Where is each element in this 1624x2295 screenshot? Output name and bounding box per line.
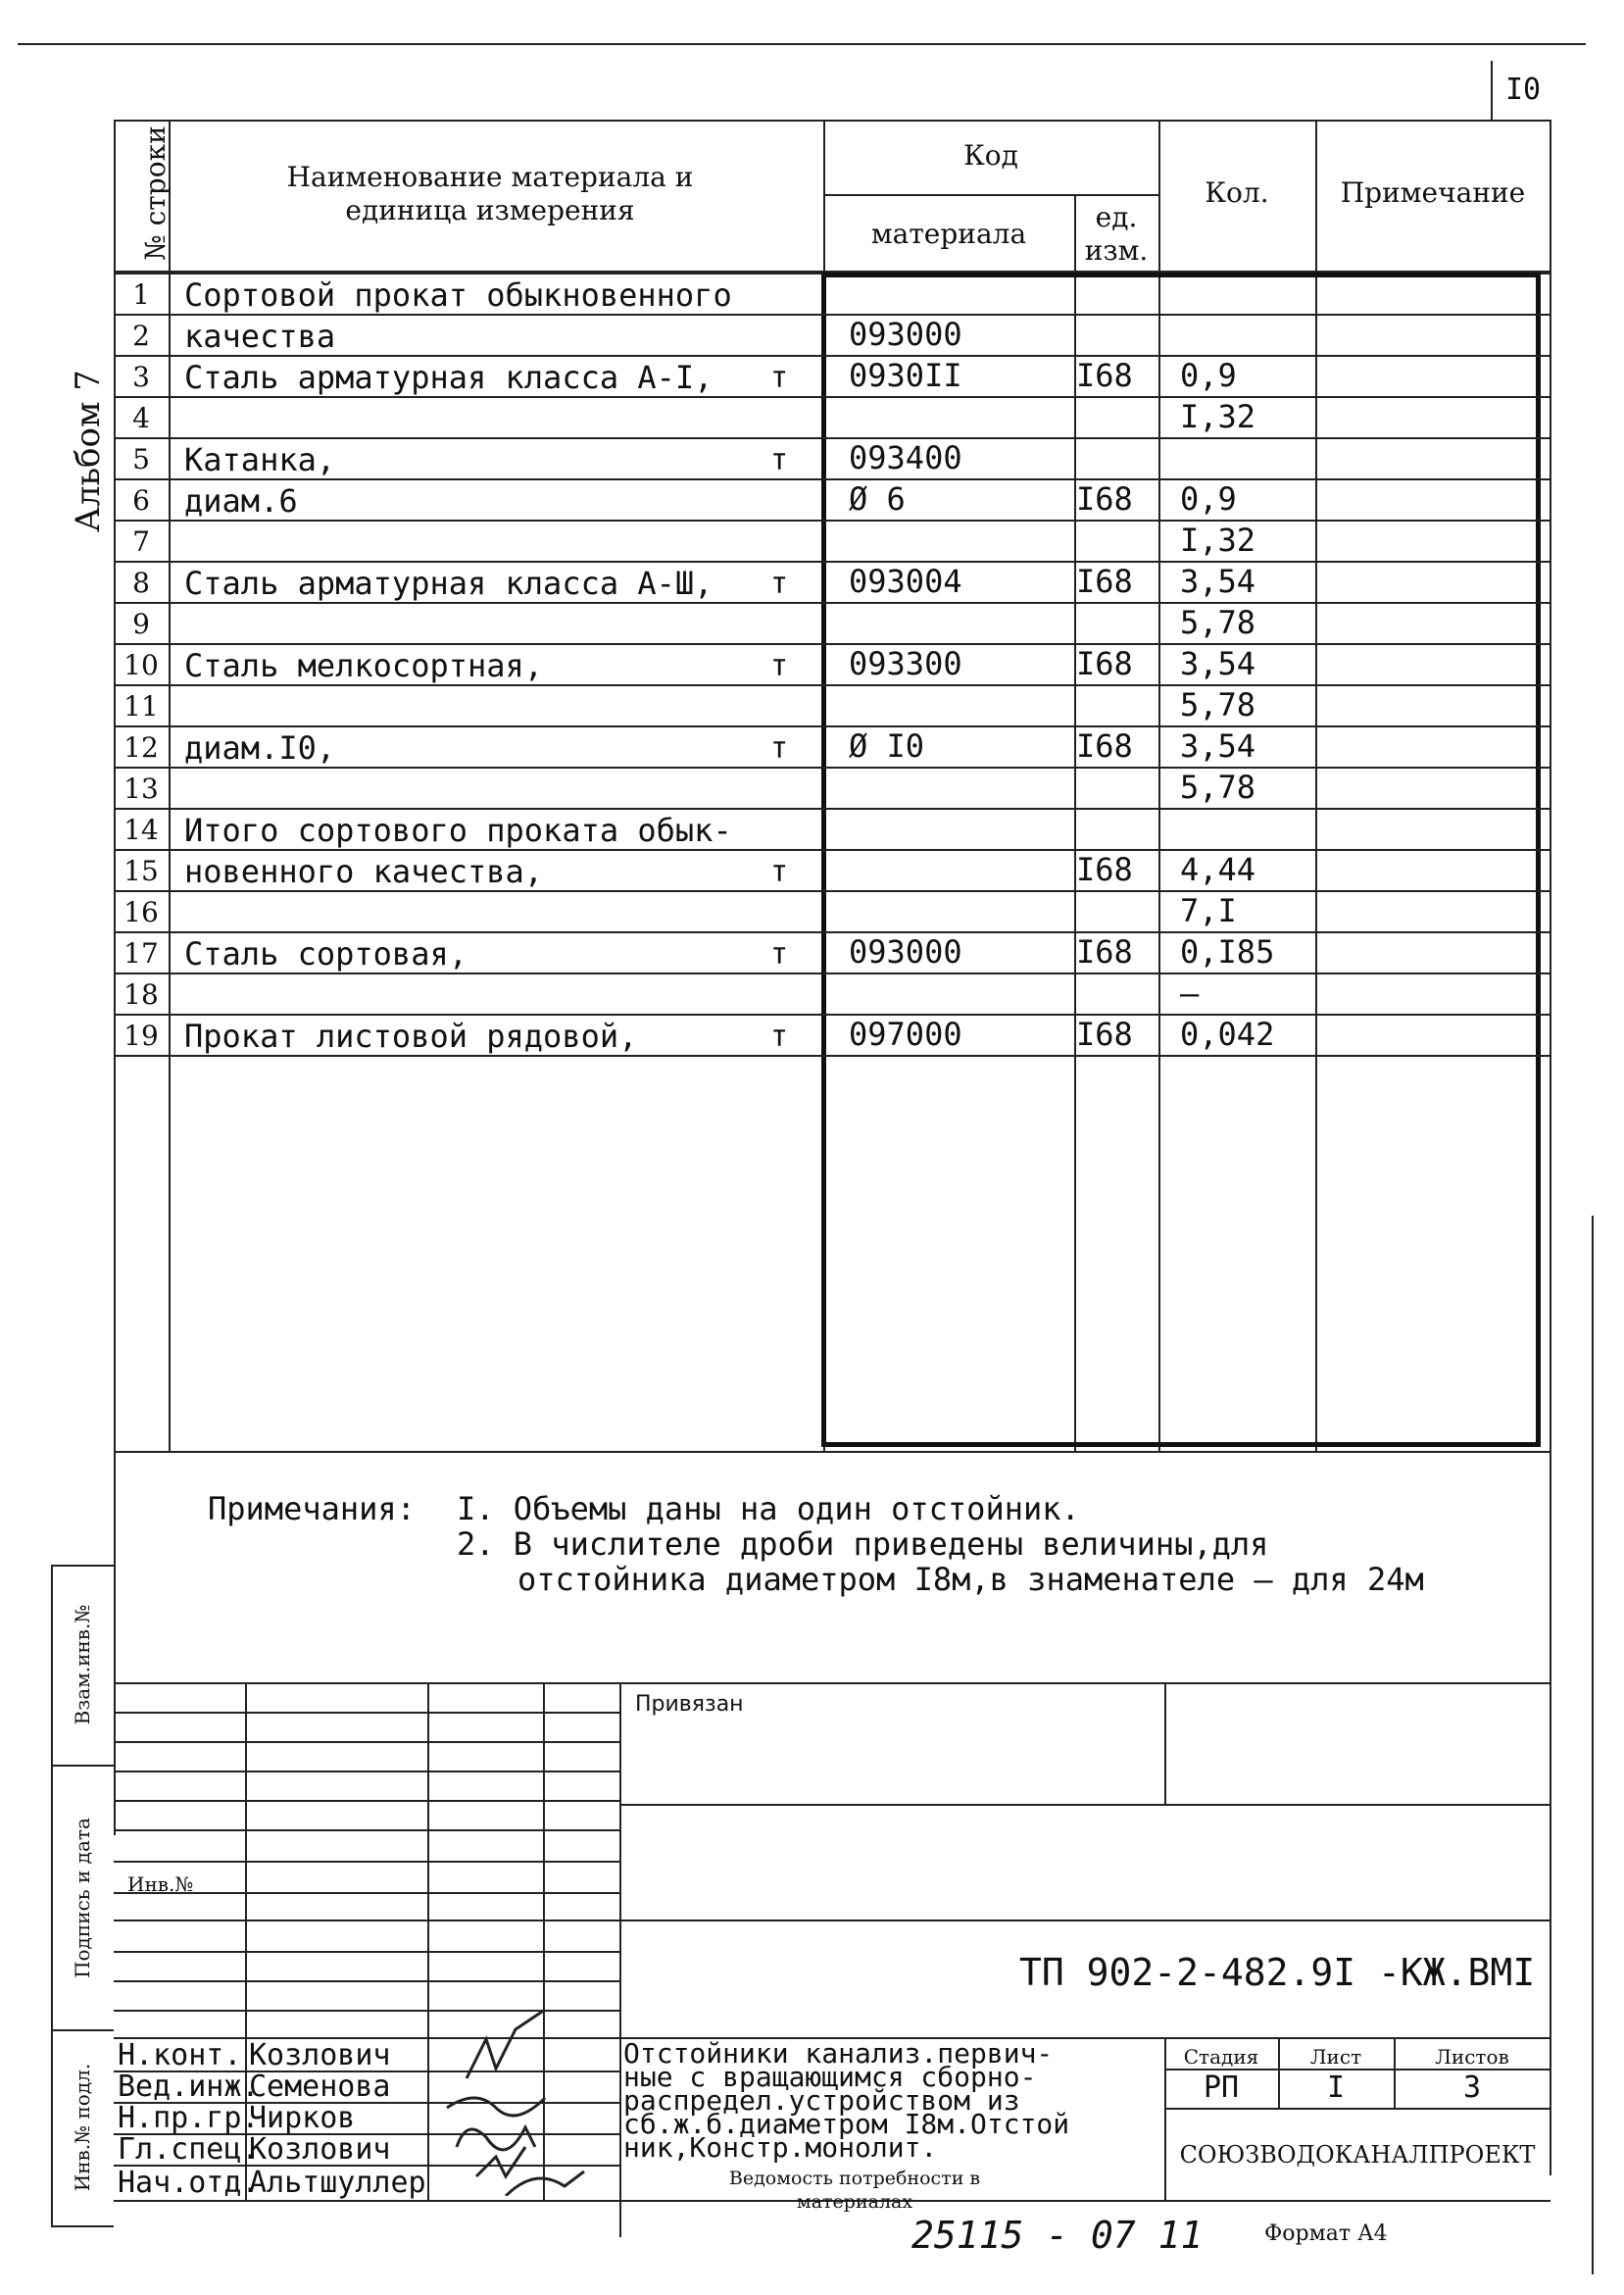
row-unit: т	[770, 731, 789, 766]
header-name: Наименование материала и единица измерения	[286, 161, 694, 226]
row-line	[114, 478, 1550, 480]
person-name: Козлович	[249, 2038, 391, 2072]
header-code: Код	[963, 139, 1018, 172]
row-number: 3	[132, 361, 150, 393]
stamp-grid-h4	[114, 1800, 619, 1802]
stage-label: Стадия	[1183, 2045, 1259, 2069]
signature-4	[476, 2147, 525, 2176]
stamp-line-1958	[619, 1920, 1550, 1921]
header-row-no: № строки	[139, 125, 172, 261]
handwritten-number: 25115 - 07 11	[911, 2214, 1204, 2257]
row-quantity: 0,9	[1180, 480, 1237, 518]
row-number: 4	[132, 402, 150, 434]
row-quantity: I,32	[1180, 398, 1256, 435]
row-line	[114, 931, 1550, 933]
row-line	[114, 849, 1550, 851]
stamp-grid-v1	[245, 1682, 247, 2037]
format-label: Формат А4	[1264, 2221, 1388, 2246]
row-name: Сортовой прокат обыкновенного	[184, 276, 732, 314]
row-number: 7	[132, 525, 150, 558]
person-role: Вед.инж.	[118, 2070, 260, 2104]
side-strip-left	[51, 1565, 53, 2225]
sheet-value: I	[1326, 2070, 1346, 2105]
side-strip-div-1	[51, 1765, 114, 1767]
sheets-label: Листов	[1435, 2045, 1509, 2069]
header-note: Примечание	[1340, 176, 1526, 209]
row-material-code: 093004	[849, 563, 962, 600]
row-line	[114, 643, 1550, 645]
row-unit-code: I68	[1076, 1016, 1133, 1053]
row-material-code: 0930II	[849, 357, 962, 394]
row-number: 17	[123, 937, 159, 970]
person-role: Н.пр.гр.	[118, 2101, 260, 2135]
signature-3	[457, 2127, 535, 2150]
stamp-grid-v2	[427, 1682, 429, 2037]
row-number: 11	[123, 690, 159, 723]
side-strip-bottom	[51, 2225, 114, 2227]
code-sub-sep	[823, 194, 1158, 196]
row-number: 9	[132, 608, 150, 640]
header-code-material: материала	[870, 218, 1027, 250]
stamp-grid-h5	[114, 1829, 619, 1831]
person-name: Чирков	[249, 2101, 356, 2135]
row-line	[114, 725, 1550, 727]
row-line	[114, 561, 1550, 563]
stage-line-2	[1164, 2108, 1550, 2110]
row-line	[114, 520, 1550, 522]
row-line	[114, 767, 1550, 769]
page-number: I0	[1505, 73, 1542, 107]
stamp-grid-h8	[114, 1920, 619, 1921]
row-material-code: Ø 6	[849, 480, 906, 518]
row-number: 2	[132, 320, 150, 352]
row-name: Итого сортового проката обык-	[184, 812, 732, 849]
row-number: 10	[123, 649, 159, 681]
row-quantity: 0,9	[1180, 357, 1237, 394]
notes-line-3: отстойника диаметром I8м,в знаменателе – для 24м	[517, 1561, 1424, 1598]
stamp-grid-h10	[114, 1980, 619, 1982]
row-number: 1	[132, 278, 150, 311]
doc-code: ТП 902-2-482.9I -КЖ.ВМI	[1019, 1951, 1536, 1994]
stamp-right-sep	[1164, 1682, 1166, 1804]
side-vzam: Взам.инв.№	[71, 1604, 94, 1725]
stamp-grid-h3	[114, 1771, 619, 1772]
signature-scribbles	[437, 2000, 614, 2196]
sheet-title: Ведомость потребности в материалах	[728, 2168, 981, 2213]
row-material-code: 093300	[849, 645, 962, 682]
page-number-box-left	[1491, 61, 1493, 122]
row-name: Катанка,	[184, 441, 336, 478]
stamp-grid-h1	[114, 1712, 619, 1714]
privyazan-label: Привязан	[635, 1692, 744, 1717]
side-strip-top	[51, 1565, 114, 1567]
row-name: Сталь сортовая,	[184, 935, 468, 973]
row-line	[114, 355, 1550, 357]
row-unit: т	[770, 649, 789, 683]
row-line	[114, 808, 1550, 810]
row-unit-code: I68	[1076, 727, 1133, 765]
title-line: ник,Констр.монолит.	[623, 2131, 938, 2164]
row-line	[114, 602, 1550, 604]
stamp-grid-h2	[114, 1741, 619, 1743]
right-edge-line	[1592, 1216, 1594, 2274]
row-material-code: Ø I0	[849, 727, 925, 765]
row-line	[114, 314, 1550, 316]
row-name: новенного качества,	[184, 853, 544, 890]
row-name: Сталь арматурная класса А-I,	[184, 359, 714, 396]
row-number: 8	[132, 567, 150, 599]
row-line	[114, 1014, 1550, 1016]
row-number: 6	[132, 484, 150, 517]
row-quantity: I,32	[1180, 522, 1256, 559]
row-number: 5	[132, 443, 150, 475]
row-unit: т	[770, 855, 789, 889]
person-role: Гл.спец.	[118, 2132, 260, 2167]
row-line	[114, 396, 1550, 398]
row-number: 18	[123, 978, 159, 1011]
notes-line-1: I. Объемы даны на один отстойник.	[457, 1490, 1080, 1527]
row-unit: т	[770, 567, 789, 601]
row-unit-code: I68	[1076, 357, 1133, 394]
col-rowno-sep	[169, 120, 171, 1453]
side-strip-div-2	[51, 2029, 114, 2031]
row-material-code: 093400	[849, 439, 962, 476]
row-number: 16	[123, 896, 159, 928]
title-line: ные с вращающимся сборно-	[623, 2061, 1037, 2093]
row-quantity: 5,78	[1180, 686, 1256, 723]
row-name: диам.6	[184, 482, 298, 520]
person-name: Семенова	[249, 2070, 391, 2104]
people-sep-name	[427, 2037, 429, 2200]
stage-value: РП	[1203, 2070, 1240, 2105]
stamp-grid-h9	[114, 1951, 619, 1953]
row-unit-code: I68	[1076, 645, 1133, 682]
organization: СОЮЗВОДОКАНАЛПРОЕКТ	[1179, 2141, 1536, 2169]
table-right	[1550, 120, 1551, 2175]
row-material-code: 097000	[849, 1016, 962, 1053]
row-quantity: 5,78	[1180, 604, 1256, 641]
row-quantity: 7,I	[1180, 892, 1237, 929]
row-line	[114, 890, 1550, 892]
row-number: 19	[123, 1020, 159, 1052]
stamp-grid-v3	[543, 1682, 545, 2037]
row-unit: т	[770, 937, 789, 972]
row-number: 14	[123, 814, 159, 846]
row-name: Прокат листовой рядовой,	[184, 1018, 638, 1055]
top-border	[18, 43, 1586, 45]
stamp-main-sep	[619, 1682, 621, 2237]
title-line: сб.ж.б.диаметром I8м.Отстой	[623, 2108, 1070, 2140]
table-bottom	[114, 1451, 1550, 1453]
album-label: Альбом 7	[69, 370, 108, 532]
title-line: распредел.устройством из	[623, 2084, 1020, 2117]
title-line: Отстойники канализ.первич-	[623, 2037, 1054, 2070]
row-name: Сталь мелкосортная,	[184, 647, 544, 684]
row-name: качества	[184, 318, 336, 355]
inv-no-label: Инв.№	[127, 1872, 194, 1896]
row-quantity: 4,44	[1180, 851, 1256, 888]
row-quantity: 3,54	[1180, 645, 1256, 682]
row-unit: т	[770, 361, 789, 395]
row-quantity: 0,I85	[1180, 933, 1275, 971]
header-qty: Кол.	[1205, 176, 1269, 209]
signature-1	[467, 2010, 545, 2078]
person-role: Нач.отд.	[118, 2166, 260, 2200]
sheets-value: 3	[1462, 2070, 1482, 2105]
row-number: 12	[123, 731, 159, 764]
side-podpis: Подпись и дата	[71, 1818, 94, 1978]
row-line	[114, 684, 1550, 686]
sheet-label: Лист	[1309, 2045, 1362, 2069]
row-number: 13	[123, 773, 159, 805]
row-quantity: 3,54	[1180, 563, 1256, 600]
notes-label: Примечания:	[208, 1490, 416, 1527]
row-line	[114, 1055, 1550, 1057]
row-unit: т	[770, 1020, 789, 1054]
row-unit-code: I68	[1076, 851, 1133, 888]
person-name: Козлович	[249, 2132, 391, 2167]
stamp-grid-h6	[114, 1861, 619, 1863]
row-unit-code: I68	[1076, 480, 1133, 518]
row-number: 15	[123, 855, 159, 887]
side-inv-podl: Инв.№ подл.	[71, 2063, 94, 2192]
row-quantity: 3,54	[1180, 727, 1256, 765]
row-quantity: 0,042	[1180, 1016, 1275, 1053]
person-name: Альтшуллер	[249, 2166, 426, 2200]
row-material-code: 093000	[849, 933, 962, 971]
row-quantity: –	[1180, 974, 1200, 1012]
signature-2	[447, 2098, 545, 2116]
stamp-top	[114, 1682, 1550, 1684]
row-material-code: 093000	[849, 316, 962, 353]
row-unit: т	[770, 443, 789, 477]
row-unit-code: I68	[1076, 563, 1133, 600]
person-role: Н.конт.	[118, 2038, 242, 2072]
row-unit-code: I68	[1076, 933, 1133, 971]
notes-line-2: 2. В числителе дроби приведены величины,для	[457, 1525, 1269, 1563]
header-code-unit: ед. изм.	[1084, 201, 1149, 267]
row-line	[114, 973, 1550, 974]
row-name: Сталь арматурная класса А-Ш,	[184, 565, 714, 602]
stamp-line-1840	[619, 1804, 1550, 1806]
row-quantity: 5,78	[1180, 769, 1256, 806]
row-line	[114, 437, 1550, 439]
signature-5	[506, 2171, 584, 2196]
table-top	[114, 120, 1550, 122]
row-name: диам.I0,	[184, 729, 336, 767]
